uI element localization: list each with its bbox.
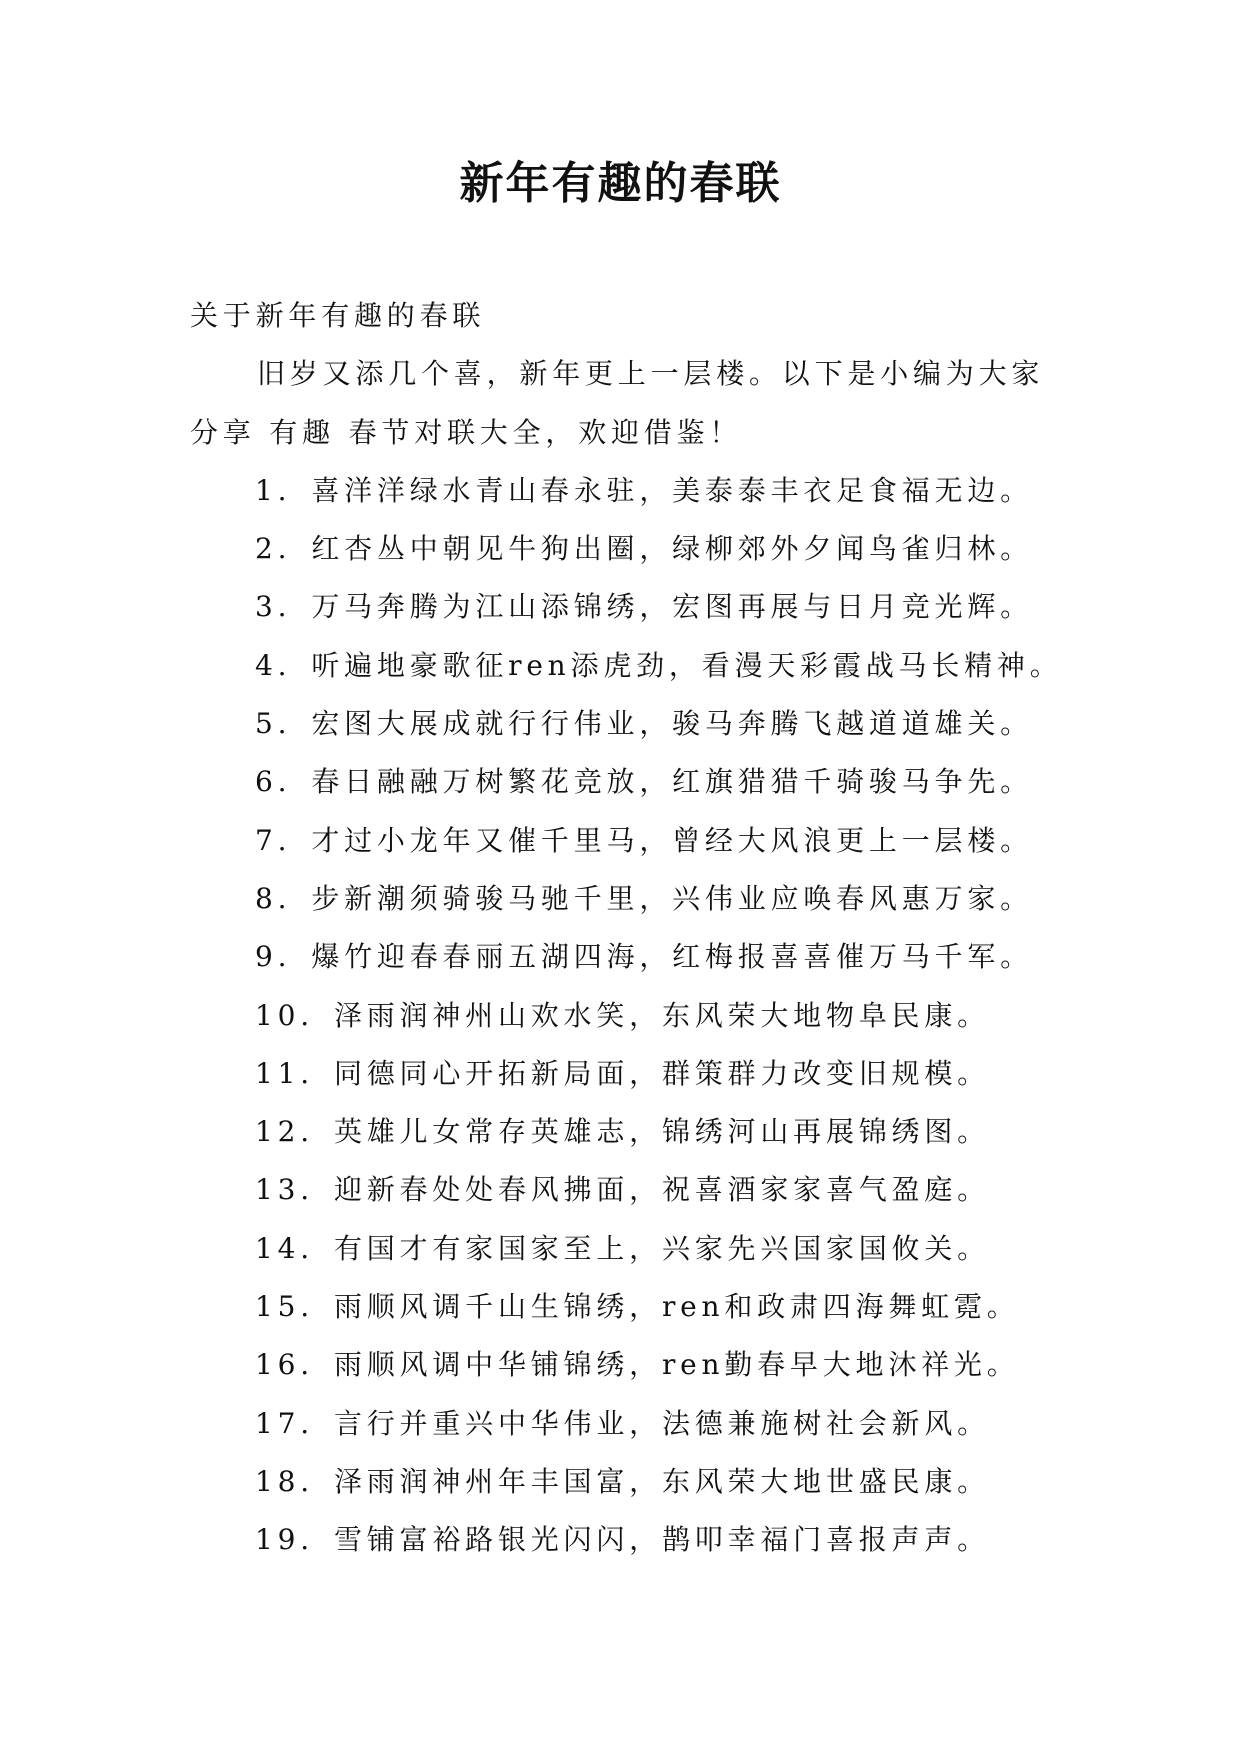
intro-line: 分享 有趣 春节对联大全，欢迎借鉴！ — [190, 415, 743, 449]
couplet-number: 6. — [255, 765, 292, 799]
couplet-number: 9. — [255, 940, 292, 974]
couplet-item — [190, 1045, 1190, 1103]
couplet-text: 泽雨润神州山欢水笑，东风荣大地物阜民康。 — [333, 998, 990, 1032]
couplet-number: 16. — [255, 1348, 314, 1382]
couplet-item — [190, 1220, 1190, 1278]
couplet-item — [190, 812, 1190, 870]
couplet-item — [190, 753, 1190, 811]
couplet-number: 4. — [255, 648, 292, 682]
couplet-item — [190, 1278, 1190, 1336]
couplet-number: 7. — [255, 823, 292, 857]
couplet-text: 爆竹迎春春丽五湖四海，红梅报喜喜催万马千军。 — [311, 940, 1033, 974]
couplet-item — [190, 637, 1190, 695]
couplet-text: 迎新春处处春风拂面，祝喜酒家家喜气盈庭。 — [333, 1173, 990, 1207]
couplet-number: 10. — [255, 998, 314, 1032]
couplet-number: 17. — [255, 1406, 314, 1440]
couplet-text: 雪铺富裕路银光闪闪，鹊叩幸福门喜报声声。 — [333, 1523, 990, 1557]
couplet-text: 英雄儿女常存英雄志，锦绣河山再展锦绣图。 — [333, 1115, 990, 1149]
couplet-item — [190, 1395, 1190, 1453]
couplet-number: 8. — [255, 881, 292, 915]
couplet-item — [190, 1103, 1190, 1161]
couplet-text: 春日融融万树繁花竞放，红旗猎猎千骑骏马争先。 — [311, 765, 1033, 799]
couplet-number: 12. — [255, 1115, 314, 1149]
couplet-number: 11. — [255, 1056, 314, 1090]
couplet-list — [190, 462, 1190, 1570]
couplet-text: 才过小龙年又催千里马，曾经大风浪更上一层楼。 — [311, 823, 1033, 857]
couplet-text: 听遍地豪歌征ren添虎劲，看漫天彩霞战马长精神。 — [311, 648, 1063, 682]
couplet-number: 3. — [255, 590, 292, 624]
couplet-text: 喜洋洋绿水青山春永驻，美泰泰丰衣足食福无边。 — [311, 473, 1033, 507]
couplet-item — [190, 520, 1190, 578]
intro-line: 旧岁又添几个喜，新年更上一层楼。以下是小编为大家 — [257, 357, 1045, 391]
document-body — [190, 287, 1190, 1570]
section-heading: 关于新年有趣的春联 — [190, 299, 486, 332]
couplet-item — [190, 695, 1190, 753]
couplet-text: 有国才有家国家至上，兴家先兴国家国攸关。 — [333, 1231, 990, 1265]
couplet-text: 雨顺风调中华铺锦绣，ren勤春早大地沐祥光。 — [333, 1348, 1020, 1382]
couplet-number: 19. — [255, 1523, 314, 1557]
couplet-number: 15. — [255, 1290, 314, 1324]
couplet-number: 5. — [255, 707, 292, 741]
couplet-item — [190, 870, 1190, 928]
couplet-item — [190, 1161, 1190, 1219]
couplet-item — [190, 1511, 1190, 1569]
couplet-text: 红杏丛中朝见牛狗出圈，绿柳郊外夕闻鸟雀归林。 — [311, 532, 1033, 566]
couplet-text: 泽雨润神州年丰国富，东风荣大地世盛民康。 — [333, 1464, 990, 1498]
couplet-item — [190, 987, 1190, 1045]
couplet-text: 雨顺风调千山生锦绣，ren和政肃四海舞虹霓。 — [333, 1290, 1020, 1324]
couplet-number: 18. — [255, 1464, 314, 1498]
couplet-text: 步新潮须骑骏马驰千里，兴伟业应唤春风惠万家。 — [311, 881, 1033, 915]
couplet-number: 2. — [255, 532, 292, 566]
couplet-number: 13. — [255, 1173, 314, 1207]
couplet-item — [190, 928, 1190, 986]
couplet-text: 宏图大展成就行行伟业，骏马奔腾飞越道道雄关。 — [311, 707, 1033, 741]
couplet-item — [190, 1453, 1190, 1511]
couplet-item — [190, 462, 1190, 520]
couplet-text: 言行并重兴中华伟业，法德兼施树社会新风。 — [333, 1406, 990, 1440]
couplet-number: 14. — [255, 1231, 314, 1265]
couplet-item — [190, 578, 1190, 636]
couplet-item — [190, 1336, 1190, 1394]
document-title: 新年有趣的春联 — [459, 158, 782, 209]
couplet-text: 同德同心开拓新局面，群策群力改变旧规模。 — [333, 1056, 990, 1090]
couplet-text: 万马奔腾为江山添锦绣，宏图再展与日月竞光辉。 — [311, 590, 1033, 624]
couplet-number: 1. — [255, 473, 292, 507]
